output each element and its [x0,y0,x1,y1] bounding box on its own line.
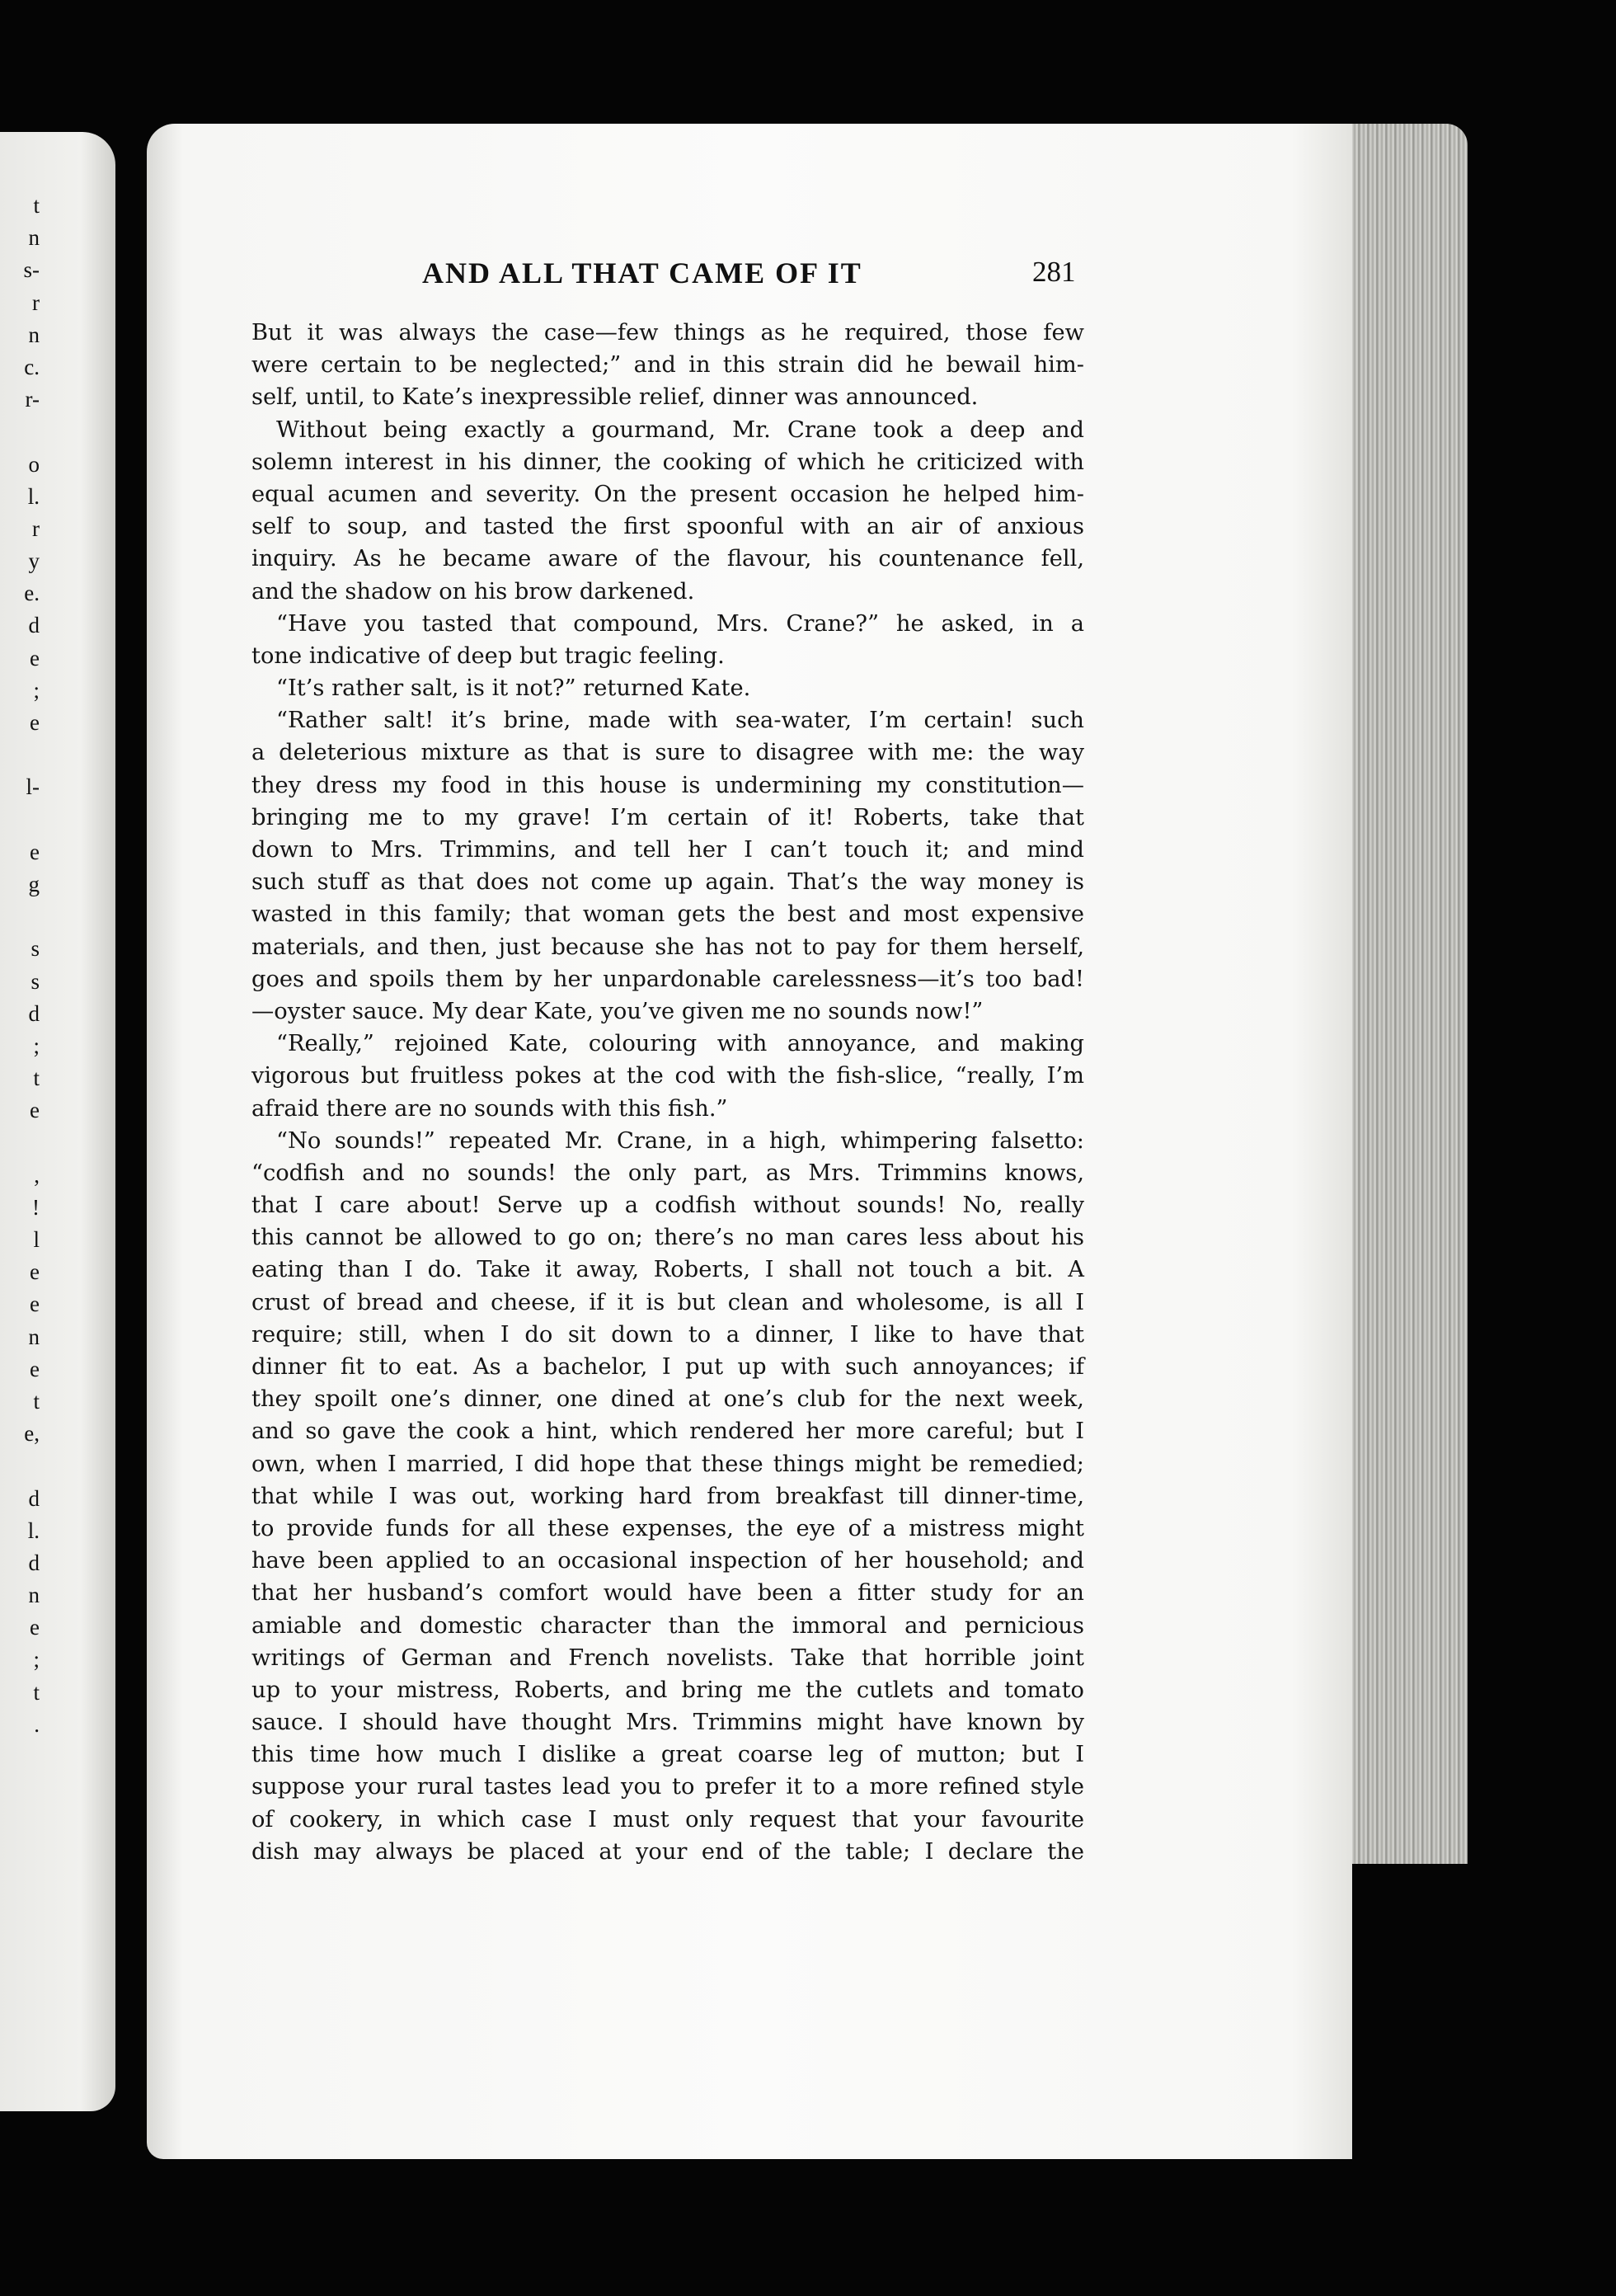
left-fragment-glyph: ; [33,1647,40,1673]
text-line: “codfish and no sounds! the only part, as Mrs. Trimmins knows, [251,1160,1084,1186]
text-line: this time how much I dislike a great coarse leg of mutton; but I [251,1742,1084,1768]
left-fragment-glyph: e [30,1098,40,1123]
left-fragment-glyph: e [30,839,40,864]
left-fragment-glyph: n [28,1583,40,1608]
running-head: AND ALL THAT CAME OF IT [422,256,862,289]
text-line: eating than I do. Take it away, Roberts, I shall not touch a bit. A [251,1257,1084,1283]
left-fragment-glyph: s- [23,257,40,283]
left-fragment-glyph: d [28,613,40,638]
left-fragment-glyph: c. [24,354,40,379]
text-line: writings of German and French novelists. Take that horrible joint [251,1644,1084,1671]
left-fragment-glyph: ; [33,677,40,703]
body-text [251,317,1084,1868]
left-fragment-glyph: r- [25,387,40,412]
text-line: materials, and then, just because she has not to pay for them herself, [251,934,1084,960]
text-line: tone indicative of deep but tragic feeling. [251,642,725,669]
text-line: —oyster sauce. My dear Kate, you’ve given me no sounds now!” [251,998,984,1024]
left-fragment-glyph [7,804,40,836]
text-line: “Rather salt! it’s brine, made with sea-water, I’m certain! such [276,708,1084,734]
text-line: goes and spoils them by her unpardonable carelessness—it’s too bad! [251,966,1084,992]
text-line: have been applied to an occasional inspection of her household; and [251,1548,1084,1574]
text-line: vigorous but fruitless pokes at the cod with the fish-slice, “really, I’m [251,1063,1084,1089]
text-line: that her husband’s comfort would have been a fitter study for an [251,1580,1084,1607]
text-line: they spoilt one’s dinner, one dined at one’s club for the next week, [251,1386,1084,1413]
text-line: inquiry. As he became aware of the flavour, his countenance fell, [251,546,1084,572]
left-fragment-glyph: e [30,1356,40,1381]
left-fragment-glyph: l. [27,483,40,509]
left-fragment-glyph: t [33,1066,40,1091]
text-line: dinner fit to eat. As a bachelor, I put up with such annoyances; if [251,1354,1084,1380]
text-line: that while I was out, working hard from breakfast till dinner-time, [251,1483,1084,1509]
text-line: “It’s rather salt, is it not?” returned Kate. [276,675,751,702]
left-fragment-glyph: y [28,548,40,574]
text-line: wasted in this family; that woman gets the best and most expensive [251,901,1084,928]
text-line: Without being exactly a gourmand, Mr. Crane took a deep and [276,416,1084,443]
left-fragment-glyph: n [28,322,40,347]
text-line: that I care about! Serve up a codfish without sounds! No, really [251,1193,1084,1219]
left-fragment-glyph: . [34,1711,40,1737]
left-fragment-glyph: s [31,936,40,962]
left-fragment-glyph: r [32,289,40,315]
text-line: solemn interest in his dinner, the cooking of which he criticized with [251,449,1084,475]
page-edges [1352,124,1468,1864]
left-fragment-glyph [7,1127,40,1159]
left-fragment-glyph: , [34,1162,40,1188]
left-fragment-glyph: e [30,1615,40,1640]
text-line: afraid there are no sounds with this fish.” [251,1095,728,1122]
left-fragment-glyph: s [31,968,40,994]
text-line: own, when I married, I did hope that these things might be remedied; [251,1451,1084,1477]
text-line: to provide funds for all these expenses, the eye of a mistress might [251,1515,1084,1541]
left-fragment-glyph: d [28,1485,40,1511]
text-line: they dress my food in this house is undermining my constitution— [251,772,1084,798]
text-line: “No sounds!” repeated Mr. Crane, in a high, whimpering falsetto: [276,1127,1084,1154]
text-line: dish may always be placed at your end of the table; I declare the [251,1838,1084,1865]
text-line: up to your mistress, Roberts, and bring me the cutlets and tomato [251,1677,1084,1703]
left-fragment-glyph: d [28,1550,40,1575]
left-fragment-glyph [7,739,40,771]
text-line: equal acumen and severity. On the present occasion he helped him- [251,481,1084,507]
text-line: of cookery, in which case I must only request that your favourite [251,1806,1084,1833]
text-line: a deleterious mixture as that is sure to disagree with me: the way [251,740,1084,766]
left-fragment-glyph [7,416,40,448]
text-line: require; still, when I do sit down to a dinner, I like to have that [251,1321,1084,1348]
left-fragment-glyph: n [28,225,40,251]
text-line: and the shadow on his brow darkened. [251,578,695,605]
text-line: crust of bread and cheese, if it is but clean and wholesome, is all I [251,1289,1084,1315]
left-fragment-glyph: e [30,1259,40,1285]
text-line: bringing me to my grave! I’m certain of it! Roberts, take that [251,804,1084,830]
left-fragment-glyph: e [30,1292,40,1317]
left-fragment-glyph [7,901,40,933]
text-line: But it was always the case—few things as he required, those few [251,320,1084,346]
left-fragment-glyph: l [33,1227,40,1252]
left-fragment-glyph: ; [33,1033,40,1058]
text-line: this cannot be allowed to go on; there’s no man cares less about his [251,1225,1084,1251]
left-fragment-glyph: e [30,645,40,670]
left-fragment-glyph: n [28,1324,40,1349]
text-line: self, until, to Kate’s inexpressible relief, dinner was announced. [251,384,979,411]
text-line: “Have you tasted that compound, Mrs. Crane?” he asked, in a [276,610,1084,637]
left-fragment-glyph: ! [32,1194,40,1220]
text-line: down to Mrs. Trimmins, and tell her I can’t touch it; and mind [251,837,1084,863]
text-line: “Really,” rejoined Kate, colouring with annoyance, and making [276,1031,1084,1057]
left-fragment-glyph: r [32,515,40,541]
text-line: were certain to be neglected;” and in this strain did he bewail him- [251,352,1084,379]
left-fragment-glyph: t [33,193,40,218]
text-line: and so gave the cook a hint, which rendered her more careful; but I [251,1419,1084,1445]
left-fragment-glyph: e. [24,581,40,606]
page-number: 281 [1032,256,1076,288]
text-line: such stuff as that does not come up again. That’s the way money is [251,869,1084,896]
left-fragment-glyph: l- [26,774,40,800]
left-fragment-glyph: g [28,871,40,896]
text-line: sauce. I should have thought Mrs. Trimmins might have known by [251,1710,1084,1736]
left-fragment-glyph: e [30,710,40,735]
text-line: amiable and domestic character than the immoral and pernicious [251,1612,1084,1639]
left-fragment-glyph [7,1450,40,1482]
left-page-text-fragments [7,190,40,1741]
left-fragment-glyph: d [28,1000,40,1026]
left-fragment-glyph: o [28,451,40,477]
left-fragment-glyph: e, [24,1421,40,1447]
left-fragment-glyph: t [33,1388,40,1414]
left-fragment-glyph: t [33,1679,40,1705]
text-line: self to soup, and tasted the first spoonful with an air of anxious [251,514,1084,540]
text-line: suppose your rural tastes lead you to prefer it to a more refined style [251,1774,1084,1800]
left-fragment-glyph: l. [27,1517,40,1543]
